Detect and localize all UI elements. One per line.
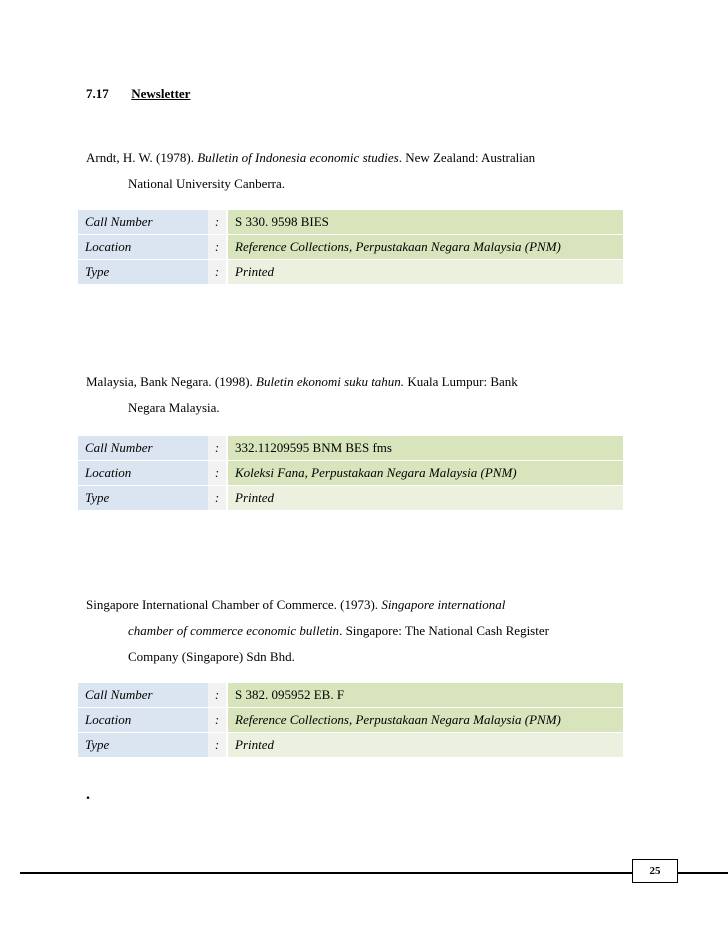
type-value: Printed [227,260,623,285]
table-row: Call Number : S 330. 9598 BIES [78,210,623,235]
table-row: Location : Koleksi Fana, Perpustakaan Negara Malaysia (PNM) [78,461,623,486]
citation-title: Singapore international [381,597,506,612]
citation-entry-1: Arndt, H. W. (1978). Bulletin of Indonesia economic studies. New Zealand: Australian National University Canberra. [86,150,536,191]
table-row: Call Number : 332.11209595 BNM BES fms [78,436,623,461]
page-number: 25 [632,859,678,883]
catalog-table-2 [78,436,623,511]
citation-title: Buletin ekonomi suku tahun. [256,374,405,389]
section-title: Newsletter [131,86,191,101]
call-number-value: S 382. 095952 EB. F [227,683,623,708]
type-value: Printed [227,486,623,511]
citation-title: Bulletin of Indonesia economic studies [197,150,399,165]
type-label: Type [78,733,208,758]
type-label: Type [78,486,208,511]
catalog-table-1 [78,210,623,285]
location-value: Reference Collections, Perpustakaan Negara Malaysia (PNM) [227,708,623,733]
type-value: Printed [227,733,623,758]
table-row: Type : Printed [78,733,623,758]
table-row: Location : Reference Collections, Perpustakaan Negara Malaysia (PNM) [78,708,623,733]
section-heading [86,86,190,102]
trailing-mark: . [86,786,90,803]
table-row: Type : Printed [78,260,623,285]
call-number-label: Call Number [78,210,208,235]
table-row: Type : Printed [78,486,623,511]
location-label: Location [78,235,208,260]
location-value: Koleksi Fana, Perpustakaan Negara Malaysia (PNM) [227,461,623,486]
citation-title: chamber of commerce economic bulletin [128,623,340,638]
type-label: Type [78,260,208,285]
citation-entry-3: Singapore International Chamber of Commerce. (1973). Singapore international chamber of commerce economic bulletin. Singapore: The National Cash Register Company (Singapore) Sdn Bhd. [86,597,549,664]
call-number-label: Call Number [78,436,208,461]
citation-entry-2: Malaysia, Bank Negara. (1998). Buletin ekonomi suku tahun. Kuala Lumpur: Bank Negara Malaysia. [86,374,518,415]
section-number: 7.17 [86,86,109,101]
location-label: Location [78,708,208,733]
call-number-label: Call Number [78,683,208,708]
footer-rule [20,872,728,874]
call-number-value: S 330. 9598 BIES [227,210,623,235]
catalog-table-3 [78,683,623,758]
call-number-value: 332.11209595 BNM BES fms [227,436,623,461]
table-row: Location : Reference Collections, Perpustakaan Negara Malaysia (PNM) [78,235,623,260]
table-row: Call Number : S 382. 095952 EB. F [78,683,623,708]
location-value: Reference Collections, Perpustakaan Negara Malaysia (PNM) [227,235,623,260]
location-label: Location [78,461,208,486]
